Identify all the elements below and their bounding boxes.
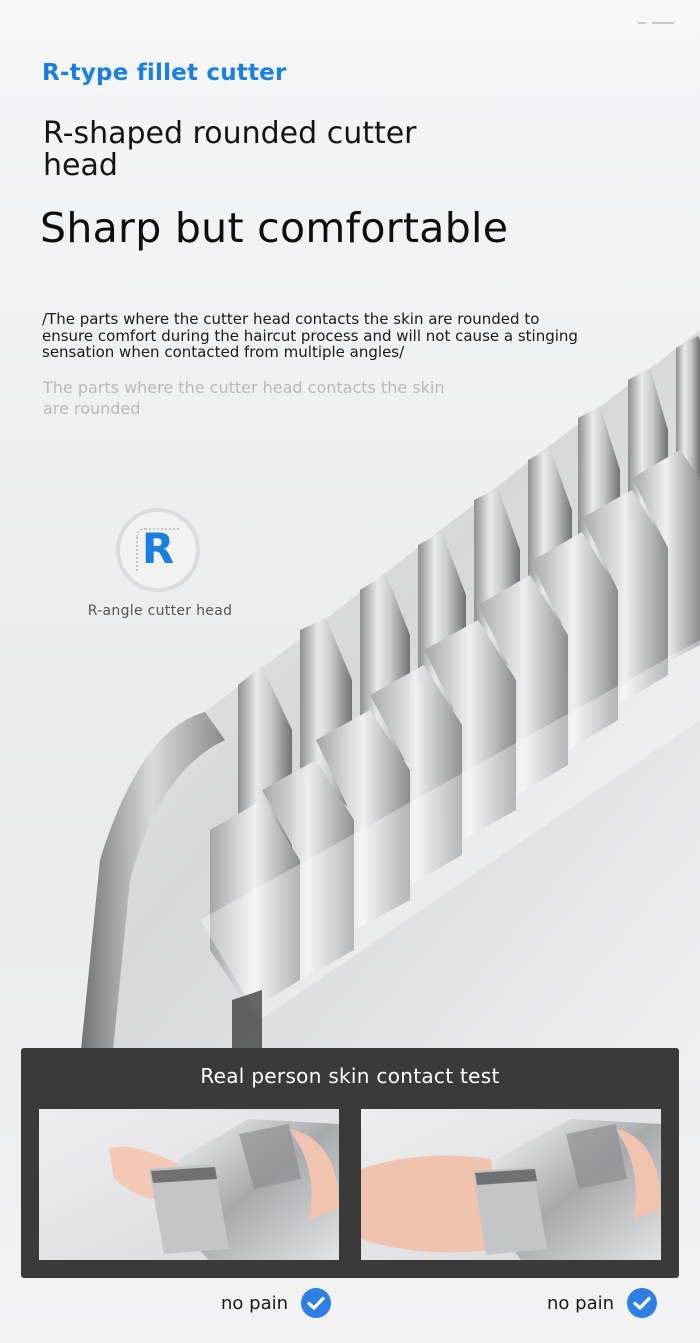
wrist-test-photo — [361, 1109, 661, 1260]
skin-test-panel — [21, 1048, 679, 1278]
check-circle-icon — [626, 1287, 658, 1319]
headline: R-shaped rounded cutter head — [43, 116, 417, 183]
description-secondary: The parts where the cutter head contacts the skin are rounded — [43, 378, 445, 418]
result-item — [547, 1287, 658, 1319]
finger-test-photo — [39, 1109, 339, 1260]
section-eyebrow: R-type fillet cutter — [42, 60, 287, 86]
badge-label: R-angle cutter head — [87, 603, 233, 619]
check-circle-icon — [300, 1287, 332, 1319]
result-label: no pain — [221, 1292, 289, 1314]
result-item — [221, 1287, 332, 1319]
cutter-blade-illustration — [0, 300, 700, 1080]
subheadline: Sharp but comfortable — [40, 204, 509, 252]
description-text: /The parts where the cutter head contacts the skin are rounded to ensure comfort during the haircut process and will not cause a stinging sensation when contacted from multiple angles/ — [42, 310, 578, 361]
badge-letter: R — [141, 524, 175, 573]
result-label: no pain — [547, 1292, 615, 1314]
panel-title: Real person skin contact test — [200, 1064, 500, 1088]
decorative-dashes — [638, 22, 674, 24]
